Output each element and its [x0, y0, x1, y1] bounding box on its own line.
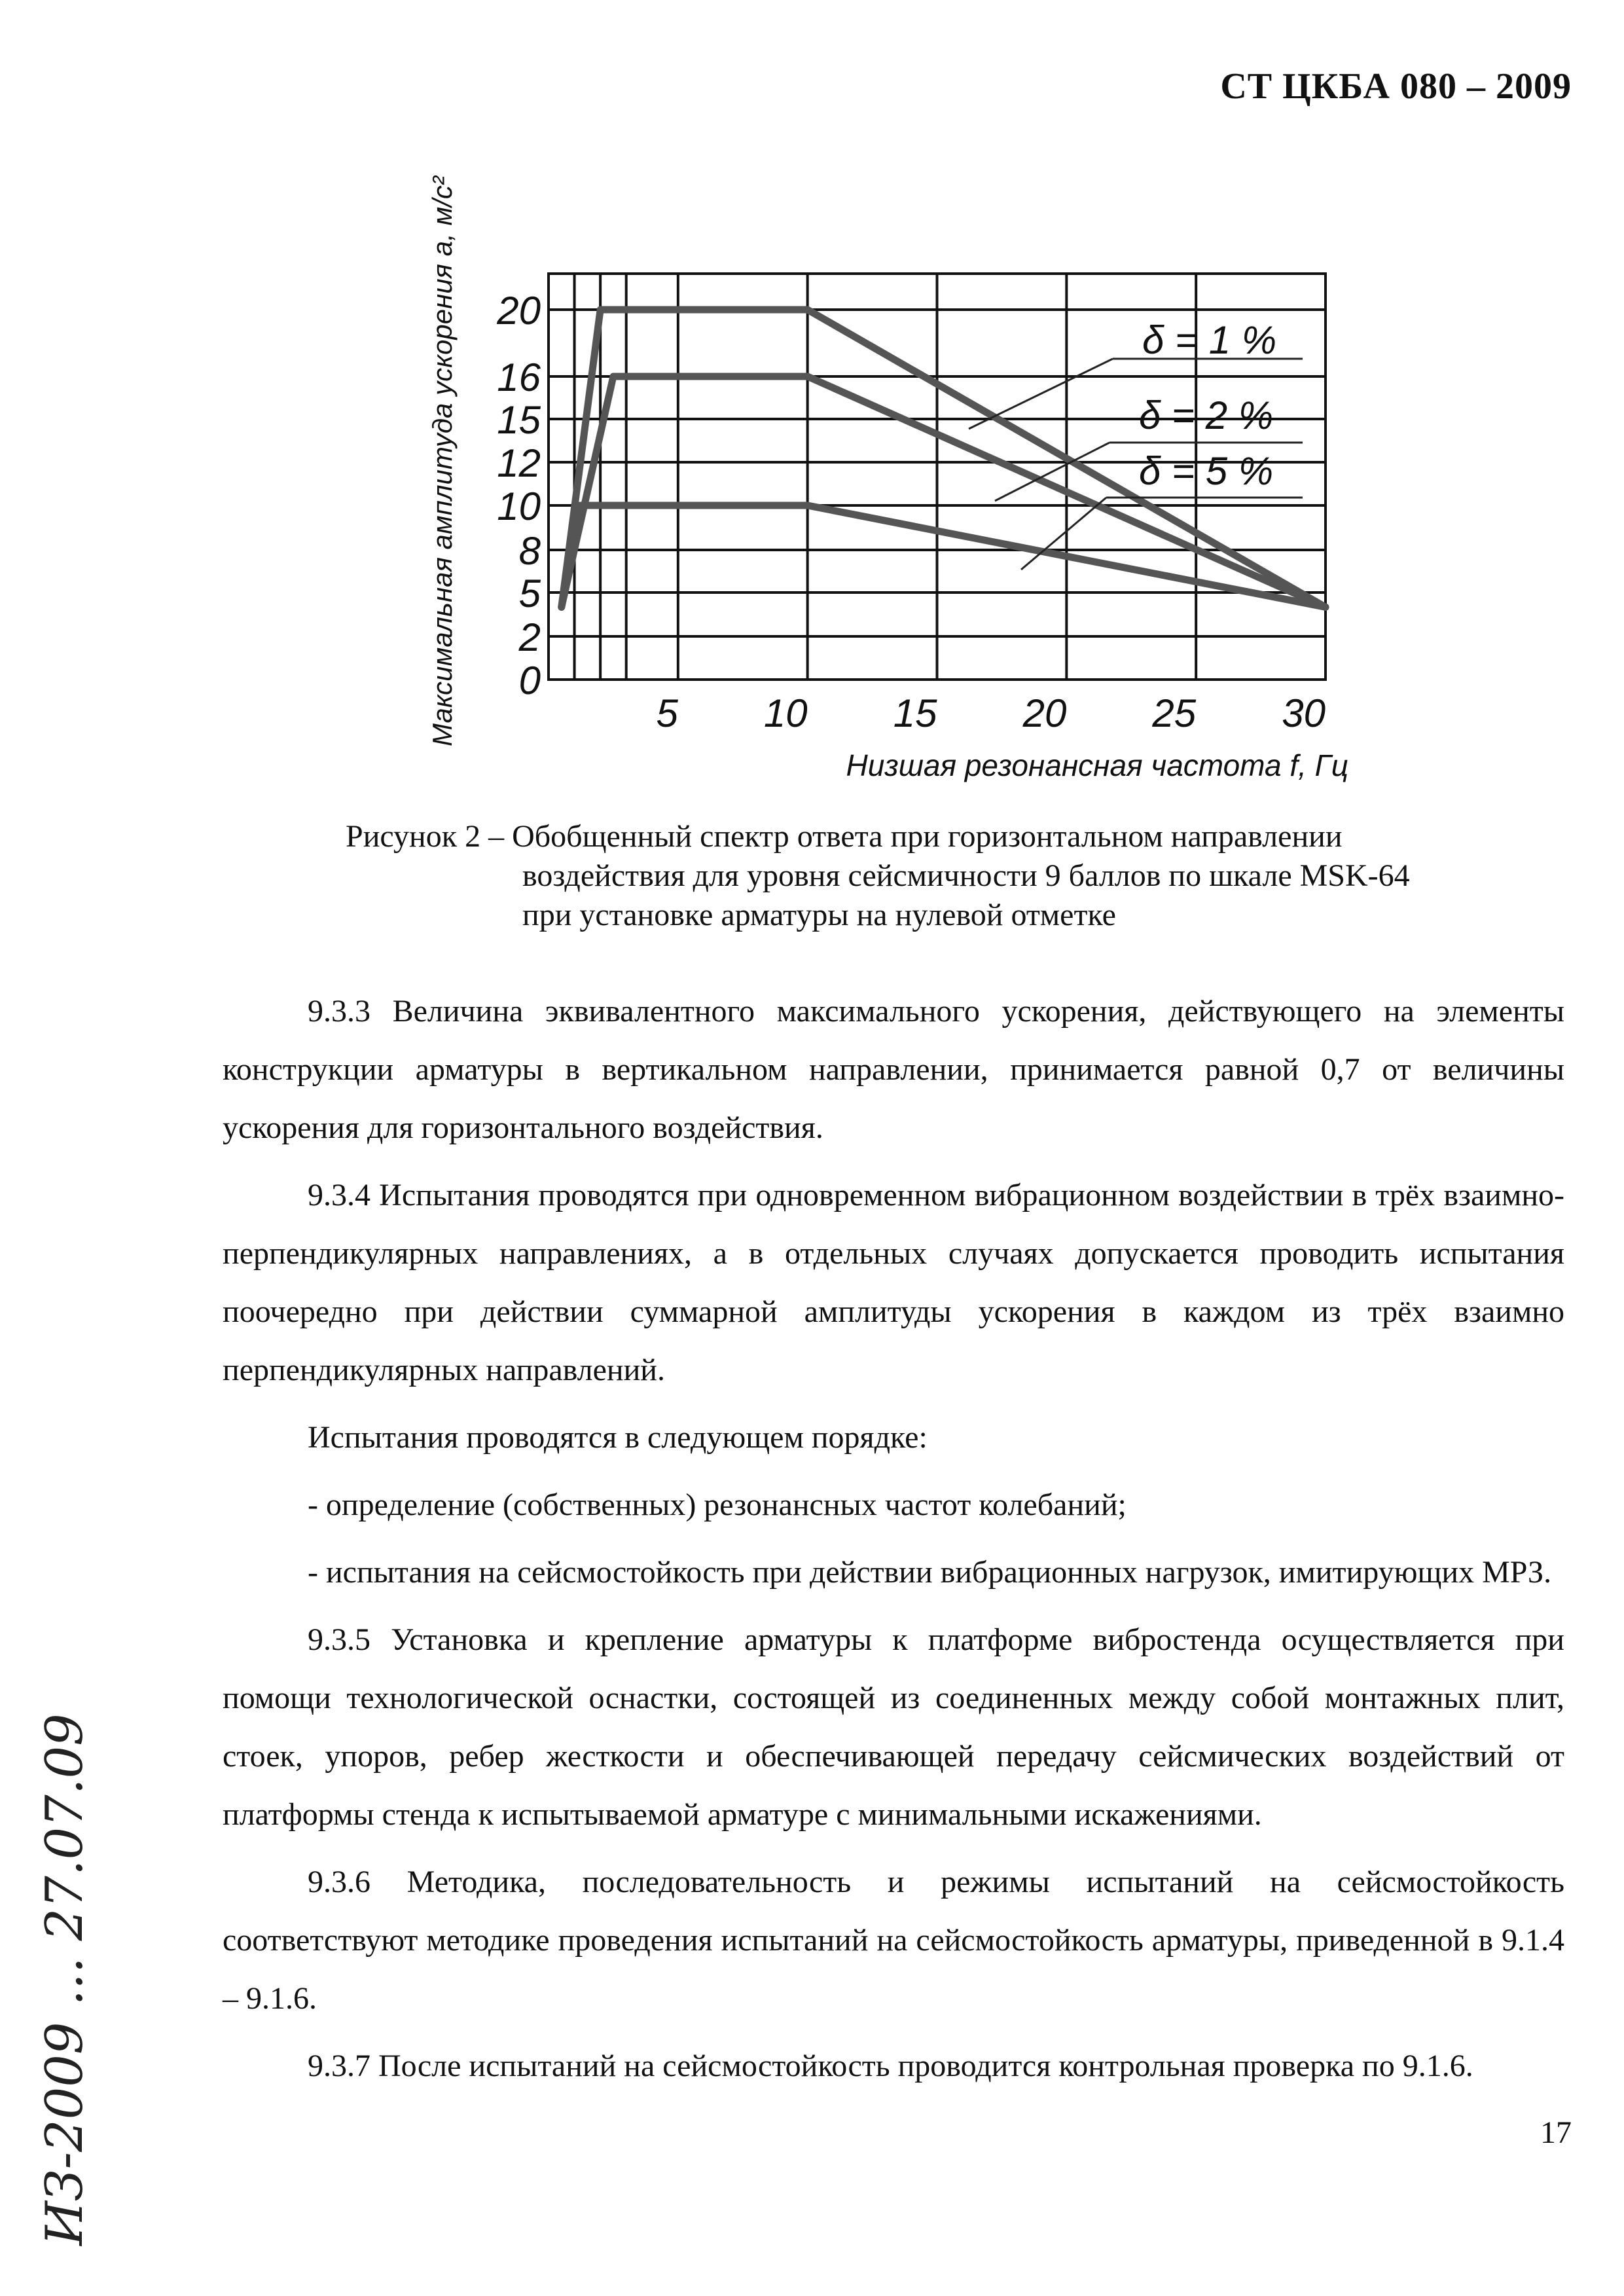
y-tick-label: 8	[518, 529, 541, 573]
paragraph-9-3-5: 9.3.5 Установка и крепление арматуры к платформе вибростенда осуществляется при помощи технологической оснастки, состоящей из соединенных между собой монтажных плит, стоек, упоров, ребер жесткости и обеспечивающей передачу сейсмических воздействий от платформы стенда к испытываемой арматуре с минимальными искажениями.	[223, 1622, 1564, 1832]
caption-line-1: Рисунок 2 – Обобщенный спектр ответа при горизонтальном направлении	[346, 819, 1343, 854]
y-tick-label: 5	[518, 572, 541, 615]
handwritten-note: ИЗ-2009 ... 27.07.09	[35, 1713, 94, 2246]
x-tick-label: 5	[656, 691, 678, 735]
y-axis-label: Максимальная амплитуда ускорения a, м/с²	[427, 176, 458, 746]
x-tick-label: 15	[893, 691, 937, 735]
list-item: - испытания на сейсмостойкость при действии вибрационных нагрузок, имитирующих МРЗ.	[308, 1555, 1552, 1590]
legend-label-2: δ = 2 %	[1139, 393, 1274, 437]
paragraph-9-3-7: 9.3.7 После испытаний на сейсмостойкость проводится контрольная проверка по 9.1.6.	[308, 2049, 1473, 2083]
handwritten-signature	[20, 1624, 105, 2252]
x-tick-label: 20	[1022, 691, 1067, 735]
x-tick-label: 30	[1282, 691, 1326, 735]
y-tick-label: 12	[497, 441, 541, 485]
y-tick-label: 16	[497, 355, 541, 399]
body-text	[223, 982, 1564, 2104]
page-number: 17	[1540, 2115, 1572, 2150]
chart-legend	[969, 318, 1303, 570]
list-item: - определение (собственных) резонансных частот колебаний;	[308, 1487, 1127, 1522]
document-code: СТ ЦКБА 080 – 2009	[1220, 66, 1572, 107]
y-tick-label: 10	[497, 484, 541, 528]
paragraph-9-3-6: 9.3.6 Методика, последовательность и режимы испытаний на сейсмостойкость соответствуют методике проведения испытаний на сейсмостойкость арматуры, приведенной в 9.1.4 – 9.1.6.	[223, 1865, 1564, 2016]
legend-label-1: δ = 1 %	[1142, 318, 1277, 362]
paragraph-order: Испытания проводятся в следующем порядке:	[308, 1420, 928, 1455]
response-spectrum-chart	[0, 0, 1624, 812]
caption-line-3: при установке арматуры на нулевой отметке	[522, 898, 1116, 932]
x-axis-label: Низшая резонансная частота f, Гц	[846, 748, 1348, 782]
y-tick-label: 15	[497, 398, 541, 442]
x-tick-label: 10	[763, 691, 808, 735]
caption-line-2: воздействия для уровня сейсмичности 9 баллов по шкале MSK-64	[522, 858, 1410, 893]
x-tick-label: 25	[1152, 691, 1197, 735]
paragraph-9-3-4: 9.3.4 Испытания проводятся при одновременном вибрационном воздействии в трёх взаимно-перпендикулярных направлениях, а в отдельных случаях допускается проводить испытания поочередно при действии суммарной амплитуды ускорения в каждом из трёх взаимно перпендикулярных направлений.	[223, 1178, 1564, 1387]
legend-label-3: δ = 5 %	[1139, 449, 1274, 493]
paragraph-9-3-3: 9.3.3 Величина эквивалентного максимального ускорения, действующего на элементы конструкции арматуры в вертикальном направлении, принимается равной 0,7 от величины ускорения для горизонтального воздействия.	[223, 994, 1564, 1145]
y-tick-label: 20	[497, 289, 541, 333]
y-tick-label: 0	[518, 659, 541, 702]
figure-caption	[346, 817, 1589, 935]
y-tick-label: 2	[518, 615, 541, 659]
